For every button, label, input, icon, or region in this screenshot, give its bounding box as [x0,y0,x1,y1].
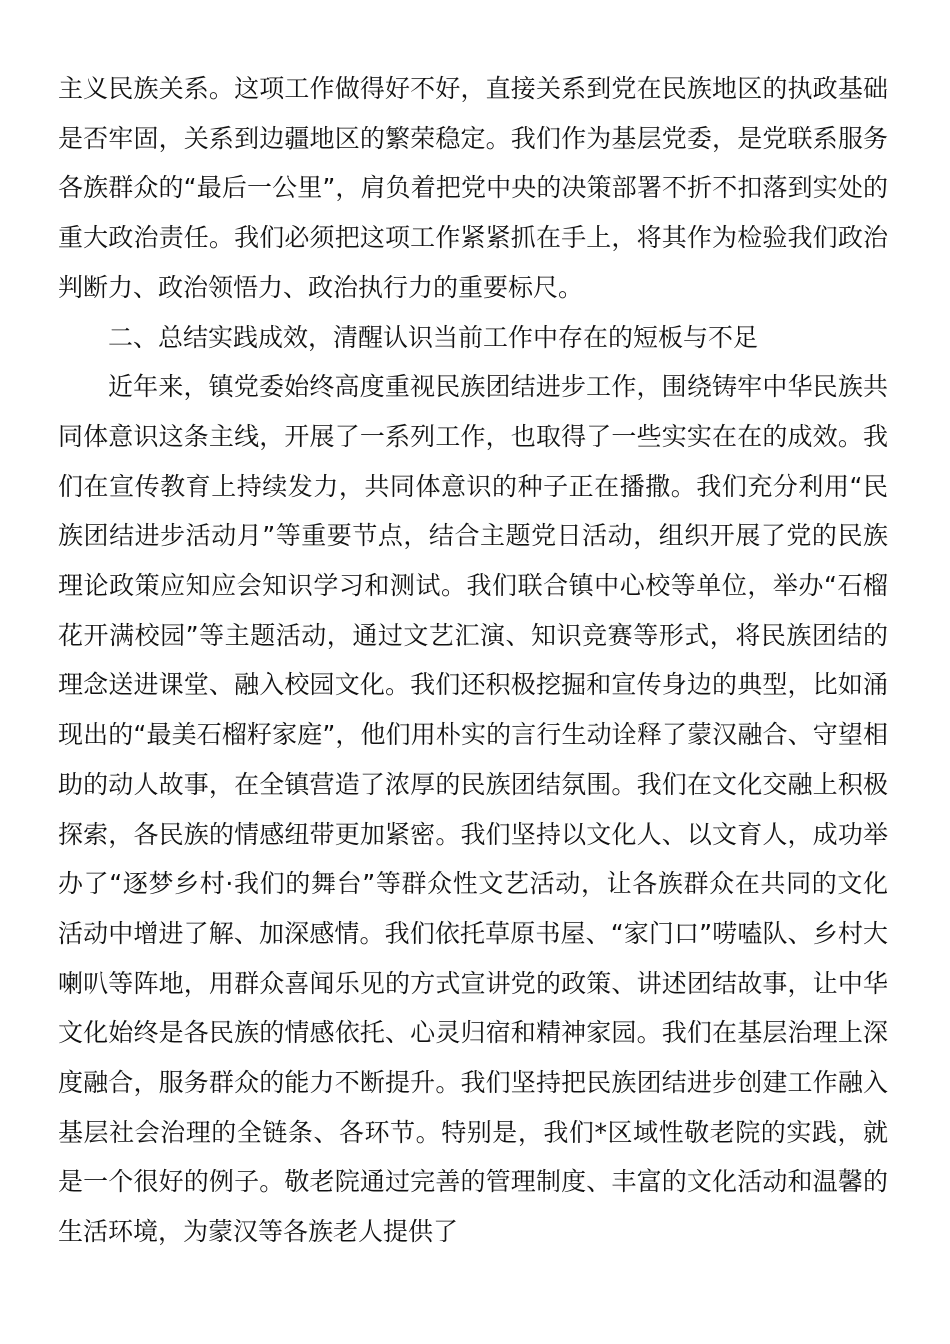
paragraph-continuation: 主义民族关系。这项工作做得好不好，直接关系到党在民族地区的执政基础是否牢固，关系到边疆地区的繁荣稳定。我们作为基层党委，是党联系服务各族群众的“最后一公里”，肩负着把党中央的决策部署不折不扣落到实处的重大政治责任。我们必须把这项工作紧紧抓在手上，将其作为检验我们政治判断力、政治领悟力、政治执行力的重要标尺。 [58,74,888,302]
section-heading: 二、总结实践成效，清醒认识当前工作中存在的短板与不足 [108,322,759,352]
document-page [58,64,888,1257]
paragraph-body: 近年来，镇党委始终高度重视民族团结进步工作，围绕铸牢中华民族共同体意识这条主线，开展了一系列工作，也取得了一些实实在在的成效。我们在宣传教育上持续发力，共同体意识的种子正在播撒。我们充分利用“民族团结进步活动月”等重要节点，结合主题党日活动，组织开展了党的民族理论政策应知应会知识学习和测试。我们联合镇中心校等单位，举办“石榴花开满校园”等主题活动，通过文艺汇演、知识竞赛等形式，将民族团结的理念送进课堂、融入校园文化。我们还积极挖掘和宣传身边的典型，比如涌现出的“最美石榴籽家庭”，他们用朴实的言行生动诠释了蒙汉融合、守望相助的动人故事，在全镇营造了浓厚的民族团结氛围。我们在文化交融上积极探索，各民族的情感纽带更加紧密。我们坚持以文化人、以文育人，成功举办了“逐梦乡村·我们的舞台”等群众性文艺活动，让各族群众在共同的文化活动中增进了解、加深感情。我们依托草原书屋、“家门口”唠嗑队、乡村大喇叭等阵地，用群众喜闻乐见的方式宣讲党的政策、讲述团结故事，让中华文化始终是各民族的情感依托、心灵归宿和精神家园。我们在基层治理上深度融合，服务群众的能力不断提升。我们坚持把民族团结进步创建工作融入基层社会治理的全链条、各环节。特别是，我们*区域性敬老院的实践，就是一个很好的例子。敬老院通过完善的管理制度、丰富的文化活动和温馨的生活环境，为蒙汉等各族老人提供了 [58,372,888,1247]
